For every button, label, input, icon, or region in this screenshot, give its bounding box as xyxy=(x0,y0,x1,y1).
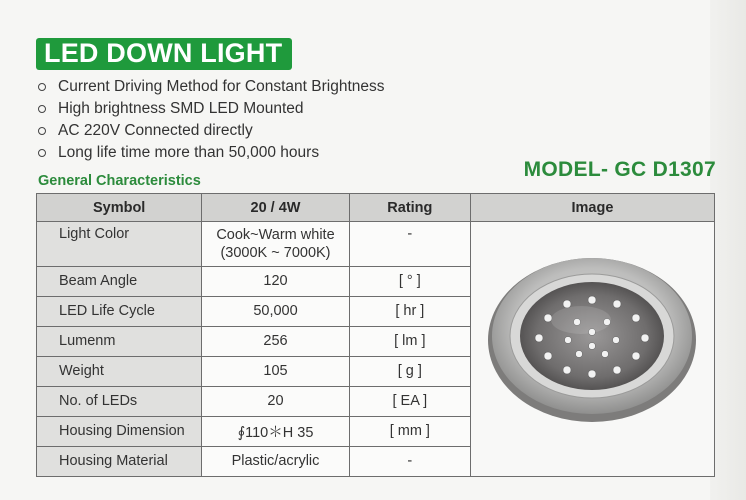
model-number: MODEL- GC D1307 xyxy=(523,158,716,181)
page-edge xyxy=(710,0,746,500)
feature-item xyxy=(38,142,385,164)
circle-bullet-icon xyxy=(38,149,46,157)
value-cell: 20 xyxy=(202,386,349,416)
feature-text: High brightness SMD LED Mounted xyxy=(58,100,304,117)
symbol-cell: LED Life Cycle xyxy=(37,296,202,326)
feature-list xyxy=(38,76,385,164)
spec-table xyxy=(36,193,715,477)
product-image-cell xyxy=(470,222,714,477)
header-symbol: Symbol xyxy=(37,194,202,222)
feature-text: Current Driving Method for Constant Brightness xyxy=(58,78,385,95)
value-line: Cook~Warm white xyxy=(216,226,335,243)
value-cell xyxy=(202,222,349,267)
feature-text: AC 220V Connected directly xyxy=(58,122,253,139)
feature-item xyxy=(38,98,385,120)
led-downlight-image xyxy=(471,222,714,472)
product-title: LED DOWN LIGHT xyxy=(36,38,292,70)
symbol-cell: No. of LEDs xyxy=(37,386,202,416)
circle-bullet-icon xyxy=(38,127,46,135)
symbol-cell: Housing Dimension xyxy=(37,416,202,446)
rating-cell: [ g ] xyxy=(349,356,470,386)
section-title: General Characteristics xyxy=(38,173,201,189)
rating-cell: [ EA ] xyxy=(349,386,470,416)
table-row xyxy=(37,222,715,267)
rating-cell: [ ° ] xyxy=(349,266,470,296)
rating-cell: [ mm ] xyxy=(349,416,470,446)
value-cell: 105 xyxy=(202,356,349,386)
value-cell: 50,000 xyxy=(202,296,349,326)
value-cell: ∮110＊H 35 xyxy=(202,416,349,446)
circle-bullet-icon xyxy=(38,105,46,113)
symbol-cell: Beam Angle xyxy=(37,266,202,296)
value-cell: 256 xyxy=(202,326,349,356)
header-rating: Rating xyxy=(349,194,470,222)
value-cell: 120 xyxy=(202,266,349,296)
header-value: 20 / 4W xyxy=(202,194,349,222)
rating-cell: - xyxy=(349,222,470,267)
rating-cell: [ hr ] xyxy=(349,296,470,326)
feature-text: Long life time more than 50,000 hours xyxy=(58,144,320,161)
value-line: (3000K ~ 7000K) xyxy=(220,244,331,261)
feature-item xyxy=(38,76,385,98)
rating-cell: [ lm ] xyxy=(349,326,470,356)
header-image: Image xyxy=(470,194,714,222)
value-cell: Plastic/acrylic xyxy=(202,446,349,476)
table-header-row xyxy=(37,194,715,222)
symbol-cell: Weight xyxy=(37,356,202,386)
feature-item xyxy=(38,120,385,142)
symbol-cell: Light Color xyxy=(37,222,202,267)
symbol-cell: Lumenm xyxy=(37,326,202,356)
rating-cell: - xyxy=(349,446,470,476)
circle-bullet-icon xyxy=(38,83,46,91)
symbol-cell: Housing Material xyxy=(37,446,202,476)
